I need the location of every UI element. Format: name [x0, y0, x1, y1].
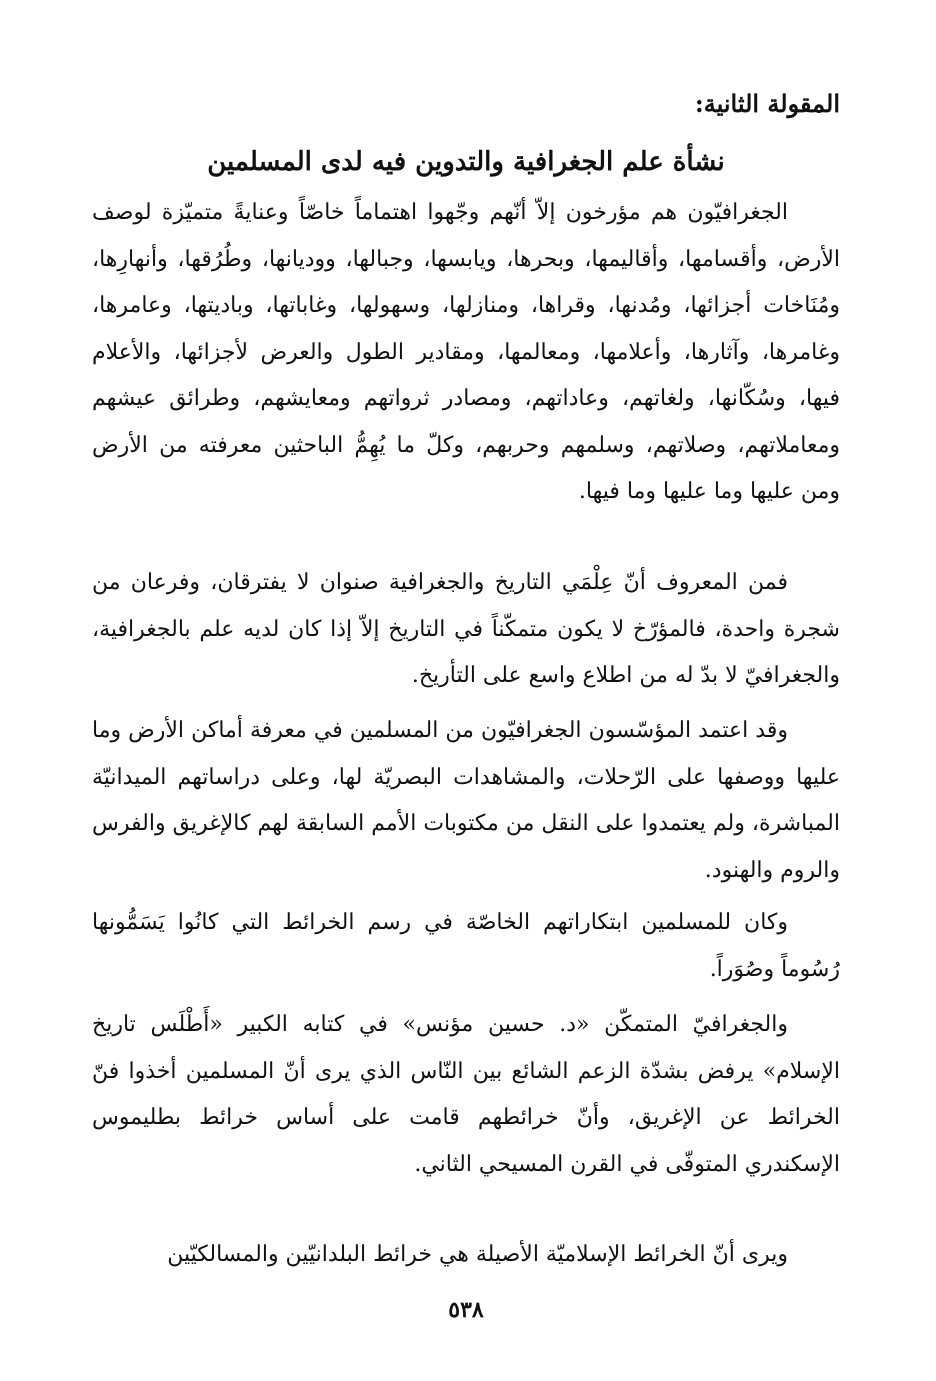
- paragraph-history-geography: فمن المعروف أنّ عِلْمَي التاريخ والجغرافية صنوان لا يفترقان، وفرعان من شجرة واحدة، فالمؤرّخ لا يكون متمكّناً في التاريخ إلاّ إذا كان لديه علم بالجغرافية، والجغرافيّ لا بدّ له من اطلاع واسع على التأريخ.: [92, 570, 840, 688]
- paragraph-islamic-maps: ويرى أنّ الخرائط الإسلاميّة الأصيلة هي خرائط البلدانيّين والمسالكيّين: [167, 1242, 788, 1267]
- paragraph-map-innovations: وكان للمسلمين ابتكاراتهم الخاصّة في رسم الخرائط التي كانُوا يَسَمُّونها رُسُوماً وصُوَراً.: [92, 910, 840, 982]
- paragraph-muslim-founders: وقد اعتمد المؤسّسون الجغرافيّون من المسلمين في معرفة أماكن الأرض وما عليها ووصفها على الرّحلات، والمشاهدات البصريّة لها، وعلى دراساتهم الميدانيّة المباشرة، ولم يعتمدوا على النقل من مكتوبات الأمم السابقة لهم كالإغريق والفرس والروم والهنود.: [92, 718, 840, 883]
- paragraph-geographers: الجغرافيّون هم مؤرخون إلاّ أنّهم وجّهوا اهتماماً خاصّاً وعنايةً متميّزة لوصف الأرض، وأقسامها، وأقاليمها، وبحرها، ويابسها، وجبالها، ووديانها، وطُرُقها، وأنهارِها، ومُنَاخات أجزائها، ومُدنها، وقراها، ومنازلها، وسهولها، وغاباتها، وباديتها، وعامرها، وغامرها، وآثارها، وأعلامها، ومعالمها، ومقادير الطول والعرض لأجزائها، والأعلام فيها، وسُكّانها، ولغاتهم، وعاداتهم، ومصادر ثرواتهم ومعايشهم، وطرائق عيشهم ومعاملاتهم، وصلاتهم، وسلمهم وحربهم، وكلّ ما يُهِمُّ الباحثين معرفته من الأرض ومن عليها وما عليها وما فيها.: [92, 200, 840, 504]
- chapter-heading: نشأة علم الجغرافية والتدوين فيه لدى المسلمين: [207, 147, 725, 177]
- section-label: المقولة الثانية:: [694, 89, 840, 118]
- book-page: [92, 84, 840, 1374]
- page-number: ٥٣٨: [448, 1297, 484, 1323]
- paragraph-hussein-mounis: والجغرافيّ المتمكّن «د. حسين مؤنس» في كتابه الكبير «أَطْلَس تاريخ الإسلام» يرفض بشدّة الزعم الشائع بين النّاس الذي يرى أنّ المسلمين أخذوا فنّ الخرائط عن الإغريق، وأنّ خرائطهم قامت على أساس خرائط بطليموس الإسكندري المتوفّى في القرن المسيحي الثاني.: [92, 1012, 840, 1177]
